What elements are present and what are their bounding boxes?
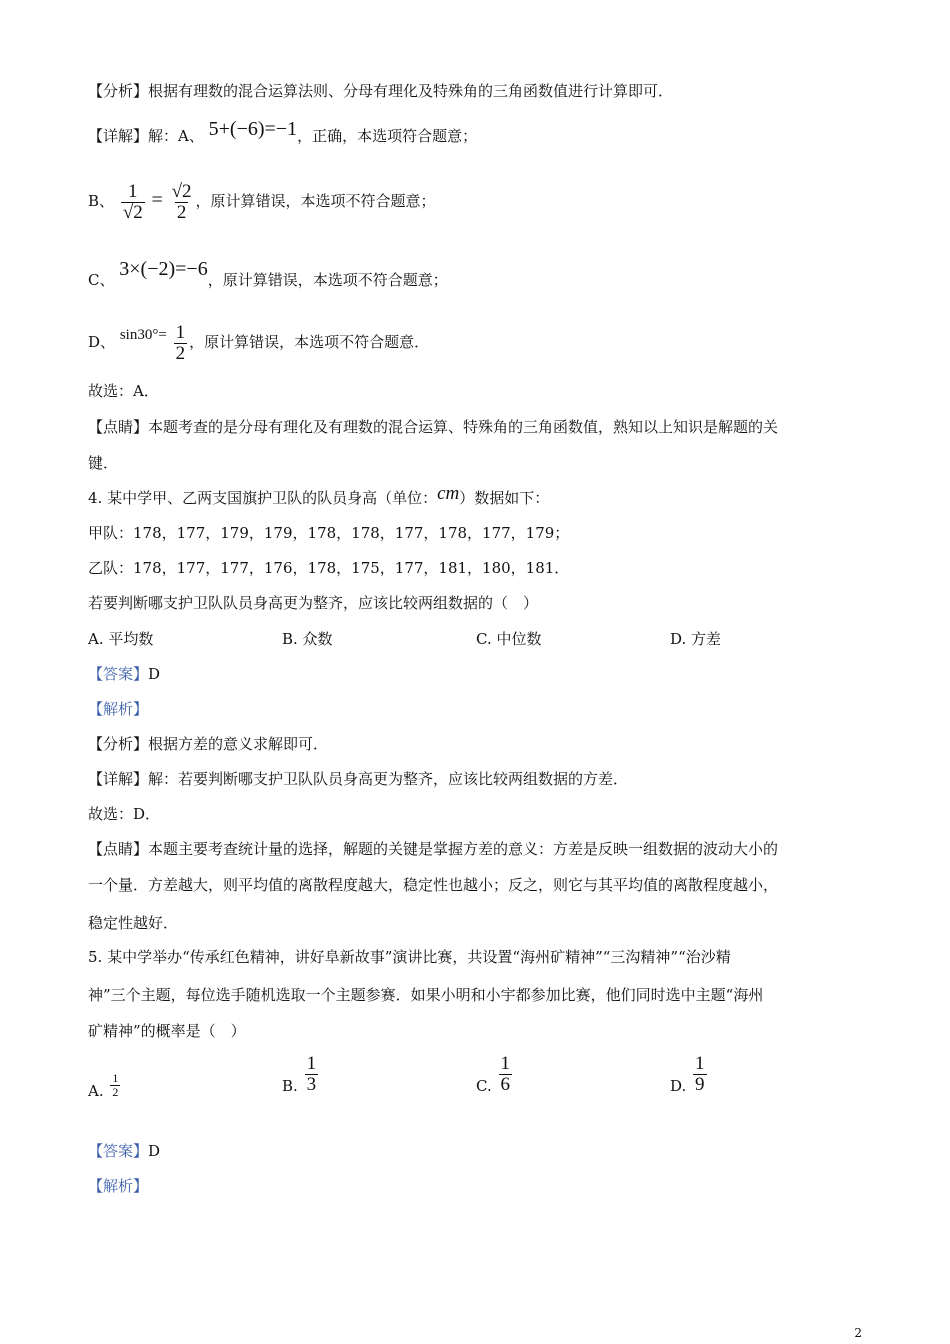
- q4-option-d: D. 方差: [670, 630, 722, 648]
- q5-stem-3: 矿精神”的概率是（ ）: [88, 1022, 246, 1040]
- detail-d-math: sin30°=: [119, 327, 167, 343]
- q4-answer-value: D: [148, 665, 161, 683]
- detail-a-math: 5+(−6)=−1: [208, 118, 298, 140]
- detail-d-prefix: D、: [88, 333, 116, 351]
- q4-xiangjie: [88, 768, 628, 790]
- analysis-tag: 【分析】: [88, 82, 149, 100]
- choose-a: 故选：A．: [88, 382, 159, 400]
- q4-option-b: B. 众数: [282, 630, 333, 648]
- equals-sign: =: [151, 189, 163, 211]
- q4-option-c: C. 中位数: [476, 630, 542, 648]
- comment-continued: 键．: [88, 454, 119, 472]
- q4-answer: [88, 663, 160, 685]
- analysis-text: 根据有理数的混合运算法则、分母有理化及特殊角的三角函数值进行计算即可．: [148, 82, 674, 100]
- q4-team-a: 甲队：178，177，179，179，178，178，177，178，177，179；: [88, 524, 570, 542]
- comment-paragraph: [88, 416, 778, 438]
- detail-a-suffix: ，正确，本选项符合题意；: [297, 127, 478, 145]
- page-number: 2: [854, 1326, 862, 1340]
- q4-stem: [88, 483, 550, 509]
- q4-fenxi-text: 根据方差的意义求解即可．: [148, 735, 329, 753]
- q5-stem-1: 5. 某中学举办“传承红色精神，讲好阜新故事”演讲比赛，共设置“海州矿精神”“三沟精神”“治沙精: [88, 948, 731, 966]
- q4-dianjing-2: 一个量．方差越大，则平均值的离散程度越大，稳定性也越小；反之，则它与其平均值的离散程度越小，: [88, 876, 779, 894]
- q5-option-d: D. $\frac{1}{9}$: [670, 1053, 705, 1095]
- fraction-root-two-over-two: $\frac{√2}{2}$: [171, 180, 192, 223]
- q4-option-a: A. 平均数: [88, 630, 154, 648]
- detail-b-suffix: ，原计算错误，本选项不符合题意；: [195, 192, 436, 210]
- q5-answer: [88, 1140, 160, 1162]
- detail-c-math: 3×(−2)=−6: [119, 258, 208, 280]
- q4-stem-a: 4. 某中学甲、乙两支国旗护卫队的队员身高（单位：: [88, 489, 438, 507]
- q4-dianjing-tag: 【点睛】: [88, 840, 149, 858]
- detail-c-suffix: ，原计算错误，本选项不符合题意；: [207, 271, 448, 289]
- q4-choose: 故选：D．: [88, 805, 161, 823]
- q4-analysis-tag: 【解析】: [88, 700, 149, 718]
- detail-option-b: [88, 176, 436, 225]
- q4-dianjing-text-1: 本题主要考查统计量的选择，解题的关键是掌握方差的意义：方差是反映一组数据的波动大小的: [148, 840, 779, 858]
- q5-option-c: C. $\frac{1}{6}$: [476, 1053, 510, 1095]
- comment-tag: 【点睛】: [88, 418, 149, 436]
- detail-a-prefix: 解：A、: [148, 127, 204, 145]
- q4-fenxi-tag: 【分析】: [88, 735, 149, 753]
- q4-answer-tag: 【答案】: [88, 665, 149, 683]
- detail-tag: 【详解】: [88, 127, 149, 145]
- q5-analysis-tag: 【解析】: [88, 1177, 149, 1195]
- q4-ask: 若要判断哪支护卫队队员身高更为整齐，应该比较两组数据的（ ）: [88, 594, 539, 612]
- q5-stem-2: 神”三个主题，每位选手随机选取一个主题参赛．如果小明和小宇都参加比赛，他们同时选中主题“海州: [88, 986, 764, 1004]
- detail-d-suffix: ，原计算错误，本选项不符合题意．: [189, 333, 430, 351]
- q4-stem-b: ）数据如下：: [459, 489, 550, 507]
- q5-option-b: B. $\frac{1}{3}$: [282, 1053, 317, 1095]
- analysis-paragraph: [88, 80, 673, 102]
- q4-team-b: 乙队：178，177，177，176，178，175，177，181，180，181．: [88, 559, 570, 577]
- fraction-one-over-root-two: $\frac{1}{√2}$: [122, 180, 143, 223]
- detail-option-a: [88, 118, 478, 147]
- detail-option-d: [88, 320, 429, 365]
- fraction-one-half: $\frac{1}{2}$: [175, 321, 186, 364]
- detail-c-prefix: C、: [88, 271, 115, 289]
- q4-dianjing-1: [88, 838, 778, 860]
- q5-answer-tag: 【答案】: [88, 1142, 149, 1160]
- comment-text: 本题考查的是分母有理化及有理数的混合运算、特殊角的三角函数值，熟知以上知识是解题的关: [148, 418, 779, 436]
- q4-xiangjie-tag: 【详解】: [88, 770, 149, 788]
- q4-fenxi: [88, 733, 328, 755]
- detail-b-prefix: B、: [88, 192, 115, 210]
- q5-answer-value: D: [148, 1142, 161, 1160]
- q4-dianjing-3: 稳定性越好．: [88, 914, 179, 932]
- unit-cm: cm: [437, 483, 460, 504]
- q4-xiangjie-text: 解：若要判断哪支护卫队队员身高更为整齐，应该比较两组数据的方差．: [148, 770, 629, 788]
- detail-option-c: [88, 258, 448, 291]
- q5-option-a: A. $\frac{1}{2}$: [88, 1071, 119, 1100]
